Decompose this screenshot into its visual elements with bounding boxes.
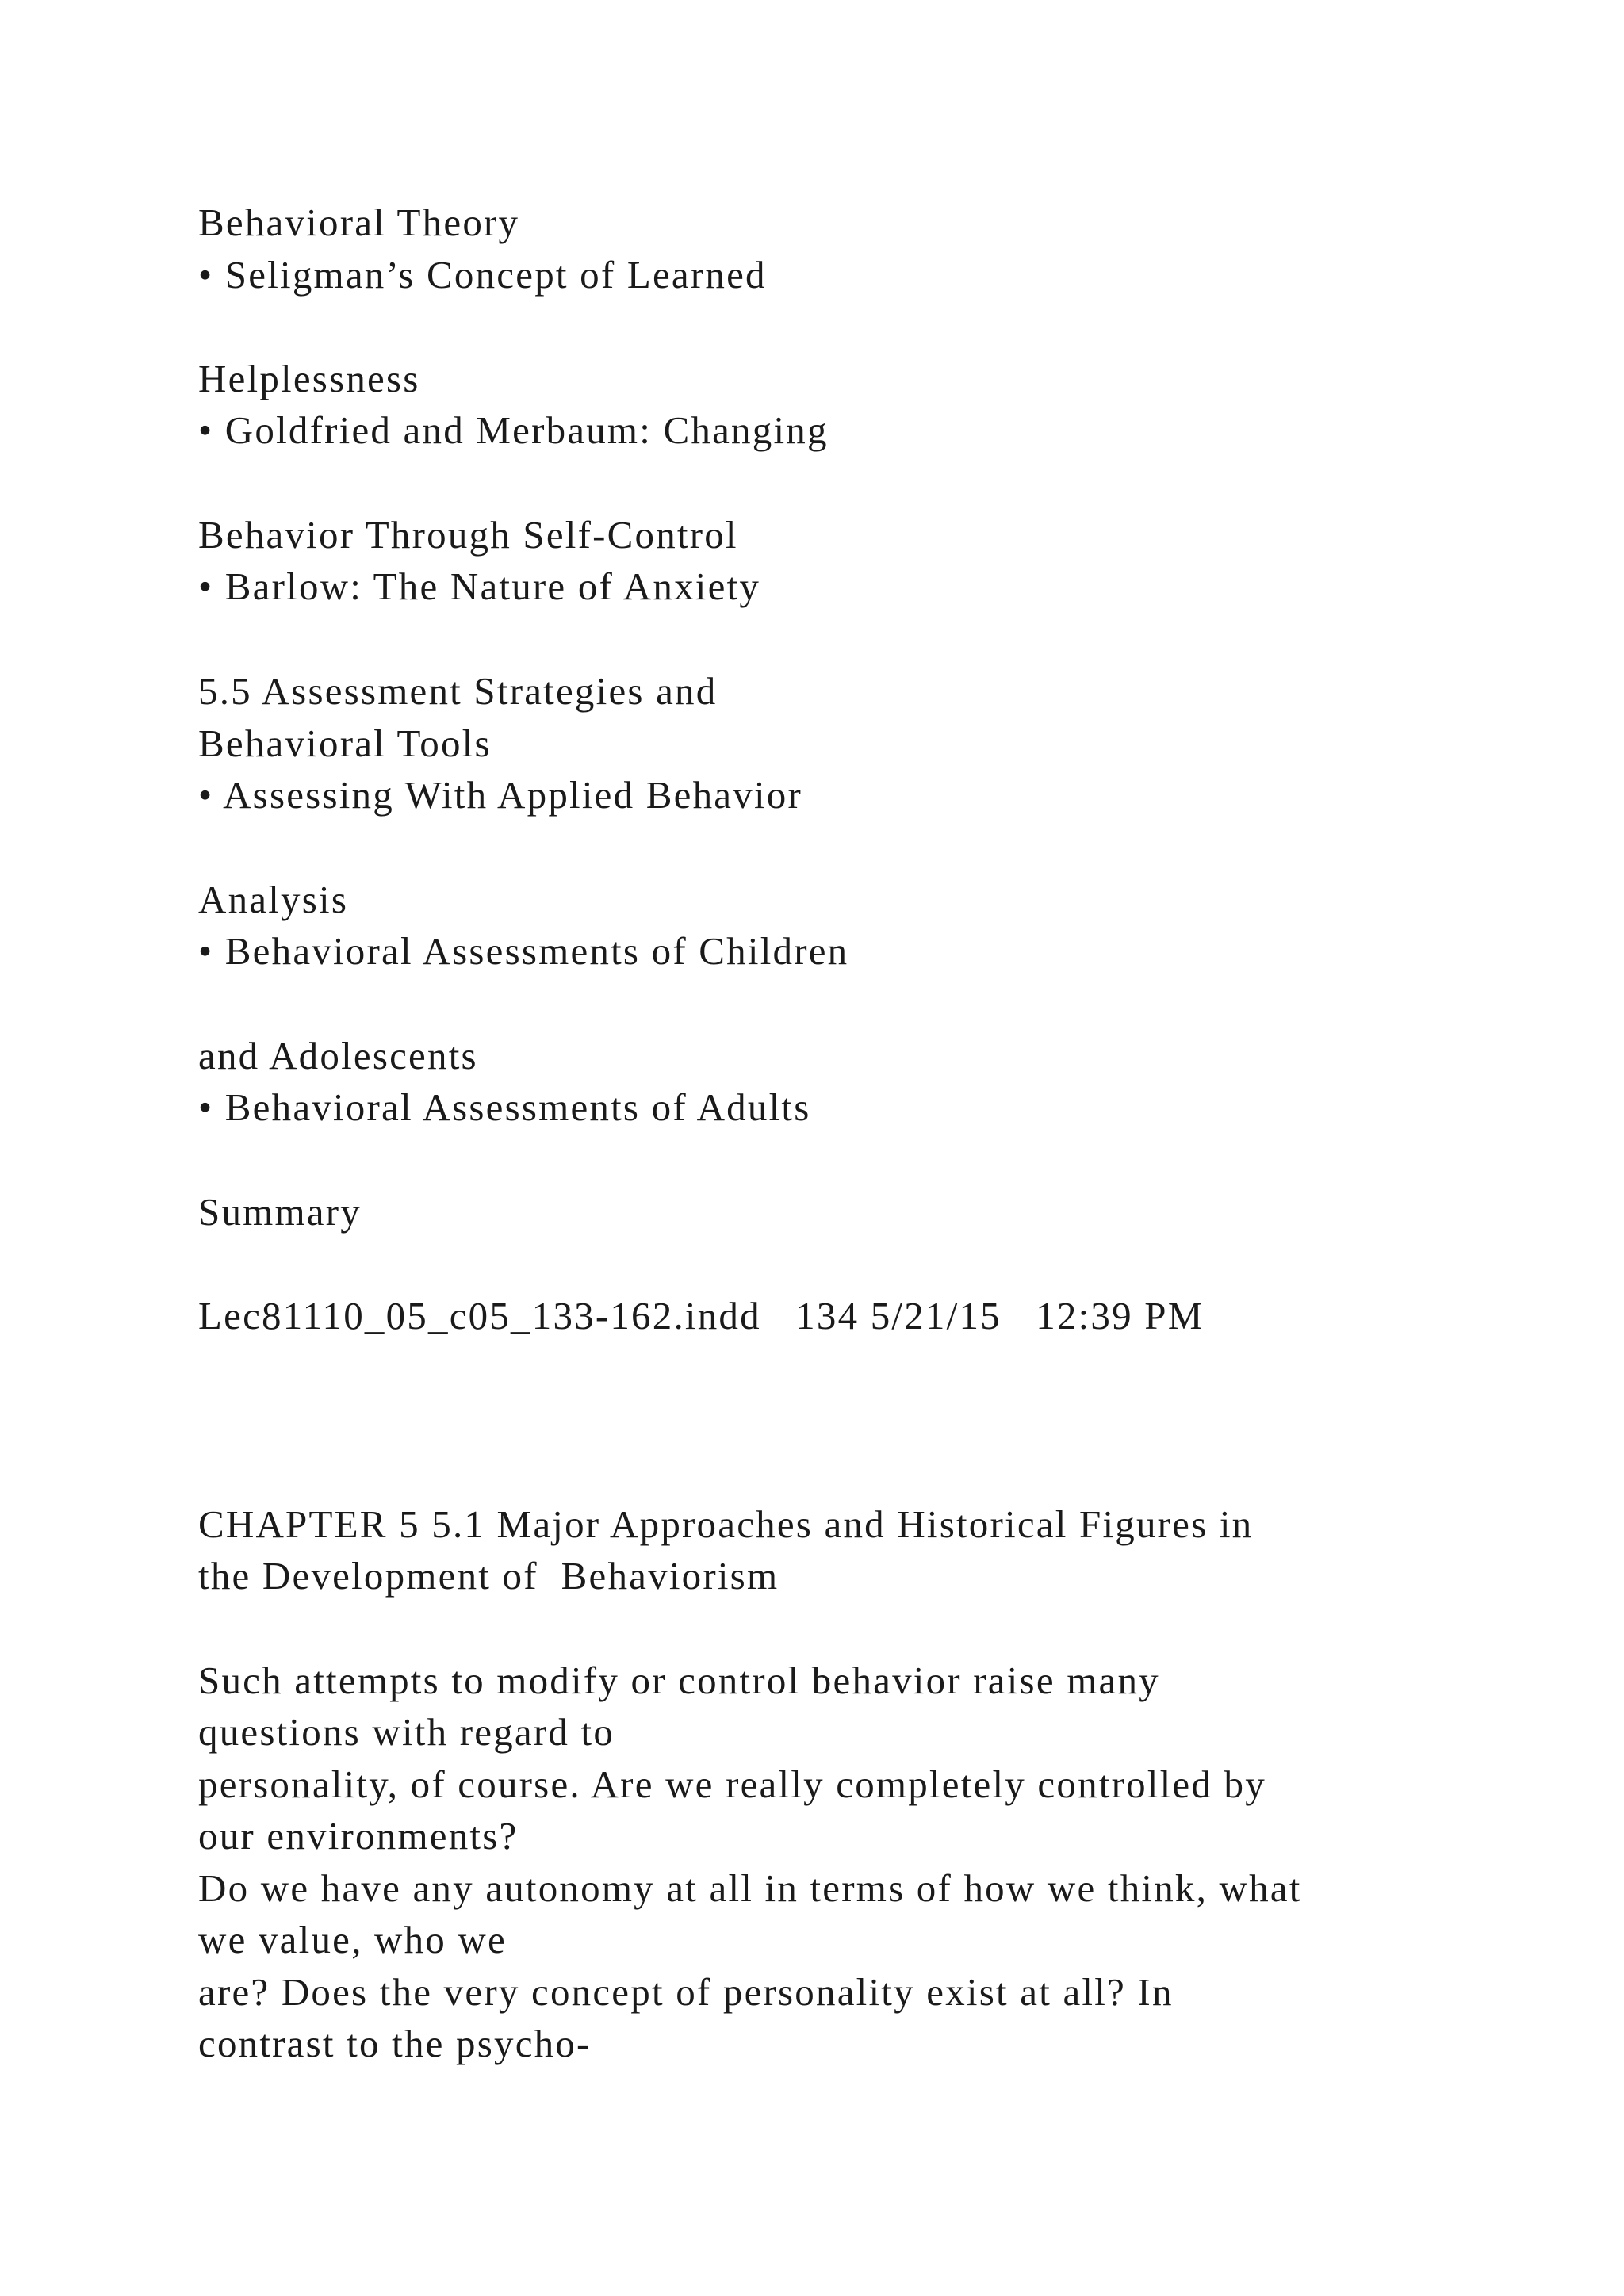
body-line: personality, of course. Are we really completely controlled by (198, 1762, 1266, 1806)
toc-line: and Adolescents (198, 1034, 478, 1077)
toc-line: • Barlow: The Nature of Anxiety (198, 564, 761, 608)
toc-line: Behavior Through Self-Control (198, 513, 738, 557)
body-line: questions with regard to (198, 1710, 615, 1754)
chapter-heading: the Development of Behaviorism (198, 1554, 779, 1598)
toc-line: • Assessing With Applied Behavior (198, 773, 802, 817)
toc-line: • Seligman’s Concept of Learned (198, 253, 767, 297)
toc-line: Helplessness (198, 357, 420, 400)
toc-line: • Goldfried and Merbaum: Changing (198, 408, 829, 452)
toc-line: Behavioral Theory (198, 201, 520, 244)
body-line: contrast to the psycho- (198, 2022, 592, 2065)
toc-line: 5.5 Assessment Strategies and (198, 669, 718, 713)
toc-line: Summary (198, 1190, 362, 1234)
body-line: Do we have any autonomy at all in terms of how we think, what (198, 1866, 1302, 1910)
toc-line: • Behavioral Assessments of Adults (198, 1085, 811, 1129)
body-line: are? Does the very concept of personality exist at all? In (198, 1970, 1174, 2014)
file-info: Lec81110_05_c05_133-162.indd 134 5/21/15 12:39 PM (198, 1294, 1205, 1337)
body-line: Such attempts to modify or control behavior raise many (198, 1659, 1160, 1702)
toc-line: Behavioral Tools (198, 721, 492, 765)
toc-line: Analysis (198, 878, 349, 921)
body-line: we value, who we (198, 1918, 507, 1961)
chapter-heading: CHAPTER 5 5.1 Major Approaches and Historical Figures in (198, 1502, 1254, 1546)
toc-line: • Behavioral Assessments of Children (198, 929, 849, 973)
body-line: our environments? (198, 1814, 519, 1858)
